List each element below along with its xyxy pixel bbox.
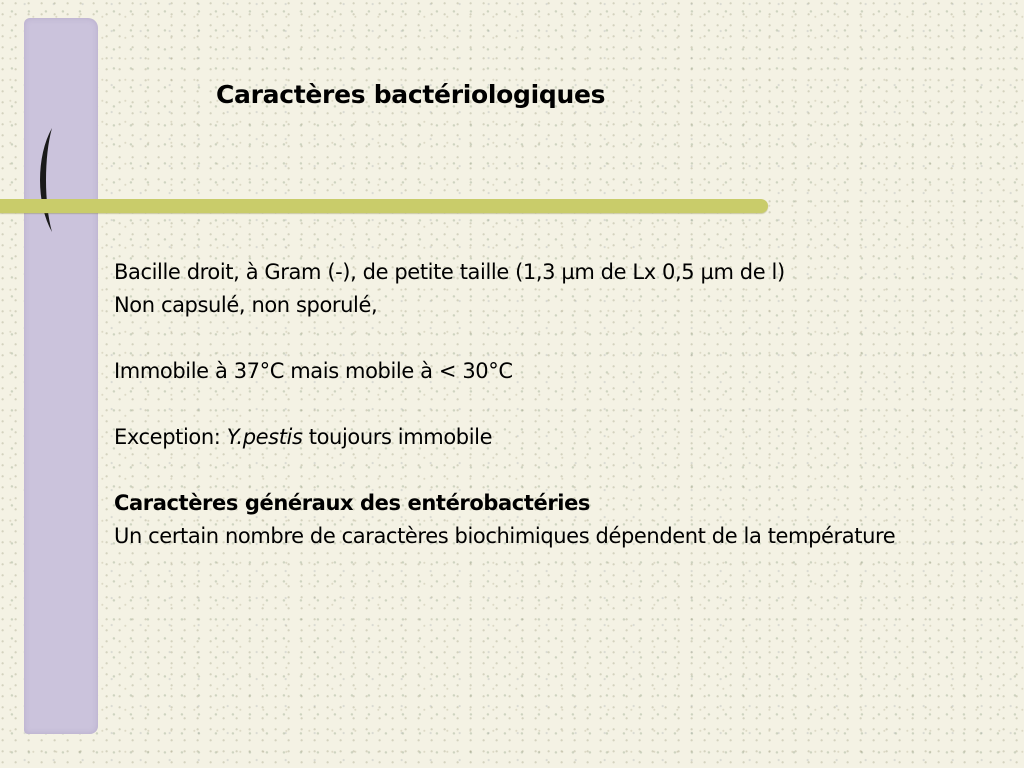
left-bracket-icon: [30, 126, 60, 234]
exception-prefix: Exception:: [114, 425, 227, 449]
body-line-motility: Immobile à 37°C mais mobile à < 30°C: [114, 359, 513, 383]
exception-species: Y.pestis: [226, 425, 303, 449]
slide-title: Caractères bactériologiques: [216, 80, 606, 109]
slide-body: [114, 256, 1004, 553]
body-line-morphology: Bacille droit, à Gram (-), de petite taille (1,3 µm de Lx 0,5 µm de l): [114, 260, 785, 284]
body-line-temperature: Un certain nombre de caractères biochimiques dépendent de la température: [114, 524, 896, 548]
spacer: [114, 388, 1004, 421]
spacer: [114, 322, 1004, 355]
spacer: [114, 454, 1004, 487]
body-line-capsule: Non capsulé, non sporulé,: [114, 293, 378, 317]
accent-divider-line: [0, 199, 768, 213]
exception-suffix: toujours immobile: [302, 425, 493, 449]
section-subheading: Caractères généraux des entérobactéries: [114, 491, 591, 515]
body-line-exception: [114, 421, 1004, 454]
